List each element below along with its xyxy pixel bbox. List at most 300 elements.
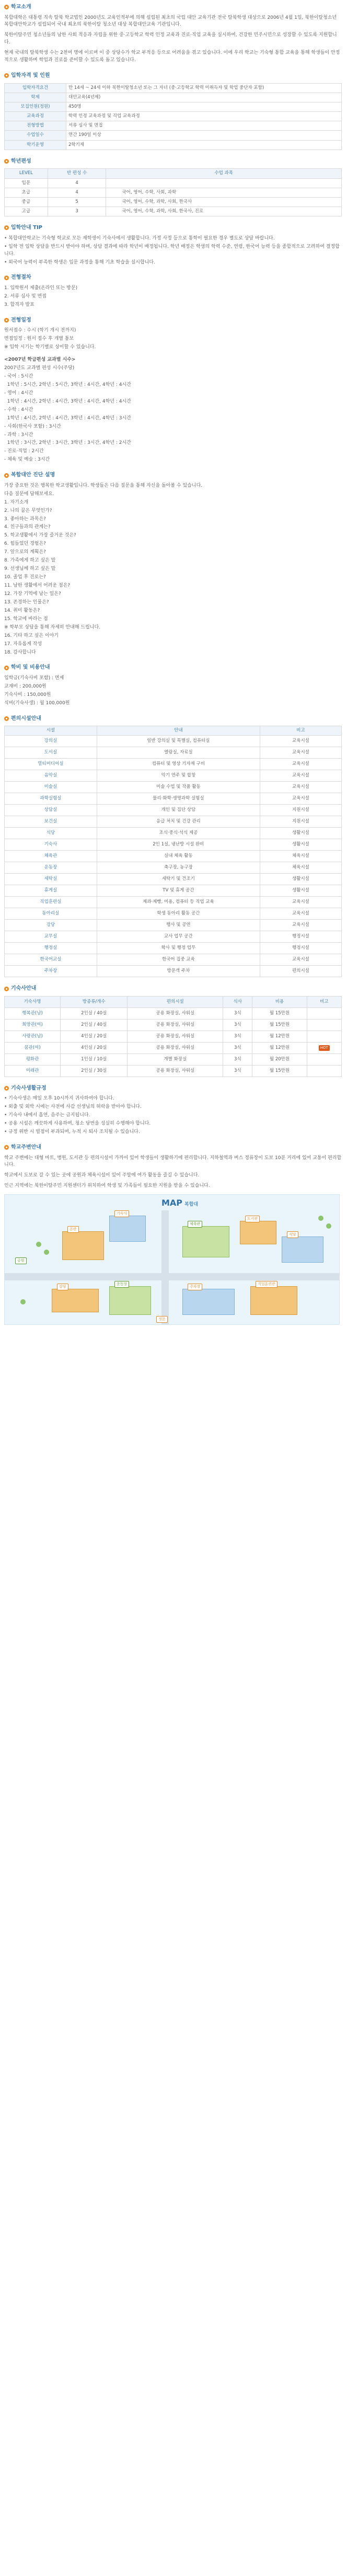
map-building [109, 1286, 151, 1315]
facility-name: 강의실 [5, 736, 97, 747]
facility-type: 체육시설 [260, 851, 341, 862]
dorm-cost: 월 15만원 [252, 1065, 307, 1077]
facility-type: 생활시설 [260, 885, 341, 897]
map-tree [318, 1216, 323, 1221]
map-tree [44, 1250, 49, 1255]
info-value: 만 14세 ~ 24세 이하 북한이탈청소년 또는 그 자녀 (중·고등학교 학력 미취득자 및 학업 중단자 포함) [66, 83, 342, 93]
fees-line: 입학금(기숙사비 포함) : 면제 [4, 675, 64, 681]
facility-type: 교육시설 [260, 908, 341, 920]
curriculum-line: - 국어 : 5시간 [4, 373, 33, 379]
table-row [5, 770, 342, 782]
faq-line: 1. 자기소개 [4, 499, 29, 505]
process-list [4, 285, 342, 309]
faq-line: 8. 가족에게 하고 싶은 말 [4, 558, 56, 564]
subjects-cell: 국어, 영어, 수학, 사회, 과학 [106, 188, 342, 197]
table-row [5, 188, 342, 197]
faq-line: 12. 가장 기억에 남는 일은? [4, 591, 61, 597]
dorm-facilities: 개별 화장실 [128, 1054, 223, 1065]
dorm-name: 평화관 [5, 1054, 61, 1065]
table-row [5, 1007, 342, 1019]
section-title: 학년편성 [4, 157, 342, 166]
section-process [4, 273, 342, 308]
section-title: 복합대안 진단 설명 [4, 471, 342, 479]
bullet-icon [4, 473, 9, 478]
info-key: 모집인원(정원) [5, 102, 66, 111]
map-label: 강당 [57, 1284, 68, 1290]
map-label: 운동장 [114, 1281, 129, 1288]
facility-type: 교육시설 [260, 759, 341, 770]
table-row [5, 851, 342, 862]
fees-line: 교재비 : 200,000원 [4, 683, 47, 689]
table-row [5, 943, 342, 954]
schedule-list [4, 327, 342, 351]
table-row [5, 131, 342, 140]
map-road [161, 1210, 169, 1325]
bullet-icon [4, 987, 9, 991]
faq-line: 7. 앞으로의 계획은? [4, 549, 46, 555]
dorm-cost: 월 20만원 [252, 1054, 307, 1065]
curriculum-line: - 진로·직업 : 2시간 [4, 449, 44, 454]
info-value: 450명 [66, 102, 342, 111]
tip-line: • 입학 전 입학 상담을 반드시 받아야 하며, 상담 결과에 따라 학년이 배정됩니다. 학년 배정은 학생의 학력 수준, 연령, 한국어 능력 등을 종합적으로 고려하여 결정합니다. [4, 244, 340, 257]
intro-para: 복합대학은 대통령 직속 탈북 학교법인 2000년도 교육인적부에 의해 설립된 최초의 국립 대안 교육기관 전국 탈북학생 대상으로 2006년 4월 1일, 북한이탈청소년 복합대안학교가 설립되어 국내 최초의 북한이탈 청소년 대상 복합대안교육 기관입니다. [4, 15, 337, 28]
table-row [5, 736, 342, 747]
info-key: 입학자격요건 [5, 83, 66, 93]
facility-name: 세탁실 [5, 874, 97, 885]
facility-desc: 열람실, 자료실 [97, 747, 260, 759]
curriculum-title: <2007년 학급편성 교과별 시수> [4, 357, 76, 363]
table-row [5, 1065, 342, 1077]
rule-line: • 규정 위반 시 벌점이 부과되며, 누적 시 퇴사 조치될 수 있습니다. [4, 1129, 140, 1135]
table-row [5, 897, 342, 908]
curriculum-line: 1학년 : 4시간, 2학년 : 4시간, 3학년 : 4시간, 4학년 : 3시간 [4, 415, 131, 421]
info-key: 교육과정 [5, 112, 66, 121]
bullet-icon [4, 1145, 9, 1150]
dorm-cost: 월 15만원 [252, 1019, 307, 1031]
bullet-icon [4, 716, 9, 721]
hot-badge: HOT [319, 1045, 330, 1051]
dorm-name: 행복관(남) [5, 1007, 61, 1019]
map-building [282, 1237, 323, 1263]
column-header: LEVEL [5, 169, 48, 178]
facility-type: 생활시설 [260, 839, 341, 851]
table-row [5, 874, 342, 885]
facility-name: 휴게실 [5, 885, 97, 897]
table-row [5, 816, 342, 828]
dorm-facilities: 공용 화장실, 샤워실 [128, 1042, 223, 1054]
facility-desc: 2인 1실, 냉난방 시설 완비 [97, 839, 260, 851]
map-building [182, 1289, 235, 1315]
dorm-meals: 3식 [223, 1031, 252, 1042]
curriculum-list [4, 365, 342, 464]
facility-name: 식당 [5, 828, 97, 839]
facility-type: 교육시설 [260, 897, 341, 908]
dorm-rooms: 2인실 / 30실 [61, 1065, 128, 1077]
fees-list [4, 675, 342, 707]
table-row [5, 207, 342, 216]
table-row [5, 102, 342, 111]
class-count-cell: 5 [48, 197, 106, 207]
facility-name: 강당 [5, 920, 97, 931]
map-label: 도서관 [245, 1216, 260, 1222]
dorm-facilities: 공용 화장실, 샤워실 [128, 1019, 223, 1031]
facility-desc: 실내 체육 활동 [97, 851, 260, 862]
dorm-name: 미래관 [5, 1065, 61, 1077]
info-table [4, 83, 342, 150]
facility-desc: 축구장, 농구장 [97, 862, 260, 874]
rule-line: • 기숙사생은 매일 오후 10시까지 귀사하여야 합니다. [4, 1096, 114, 1102]
process-line: 1. 입학원서 제출(온라인 또는 방문) [4, 285, 78, 291]
bullet-icon [4, 276, 9, 280]
section-tip [4, 224, 342, 266]
intro-para: 북한이탈주민 청소년들의 남한 사회 적응과 자립을 위한 중·고등학교 학력 인정 교육과 진로·직업 교육을 실시하여, 건강한 민주시민으로 성장할 수 있도록 지원합니다. [4, 32, 337, 45]
section-fees [4, 663, 342, 707]
levels-table [4, 168, 342, 216]
dorm-cost: 월 15만원 [252, 1007, 307, 1019]
facility-name: 기숙사 [5, 839, 97, 851]
column-header: 시설 [5, 726, 97, 736]
info-value: 학력 인정 교육과정 및 직업 교육과정 [66, 112, 342, 121]
map-building [182, 1226, 229, 1257]
faq-list [4, 483, 342, 657]
level-cell: 고급 [5, 207, 48, 216]
table-row [5, 885, 342, 897]
process-line: 3. 합격자 발표 [4, 302, 34, 307]
map-label: 직업훈련관 [256, 1281, 277, 1288]
facility-type: 행정시설 [260, 931, 341, 943]
dorm-facilities: 공용 화장실, 샤워실 [128, 1065, 223, 1077]
table-row [5, 920, 342, 931]
bullet-icon [4, 666, 9, 670]
faq-line: 16. 기타 하고 싶은 이야기 [4, 633, 59, 638]
facility-name: 도서실 [5, 747, 97, 759]
table-row [5, 112, 342, 121]
facility-desc: 일반 강의실 및 특별실, 컴퓨터실 [97, 736, 260, 747]
facility-desc: 미술 수업 및 작품 활동 [97, 782, 260, 793]
subjects-cell: 국어, 영어, 수학, 과학, 사회, 한국사 [106, 197, 342, 207]
section-title: 학비 및 비용안내 [4, 663, 342, 672]
facility-type: 체육시설 [260, 862, 341, 874]
info-value: 서류 심사 및 면접 [66, 121, 342, 131]
fees-line: 기숙사비 : 150,000원 [4, 692, 51, 697]
info-value: 대안교육(4년제) [66, 93, 342, 102]
curriculum-line: 1학년 : 5시간, 2학년 : 5시간, 3학년 : 4시간, 4학년 : 4시간 [4, 382, 131, 387]
column-header: 비고 [260, 726, 341, 736]
dorm-facilities: 공용 화장실, 샤워실 [128, 1007, 223, 1019]
faq-line: 다음 질문에 답해보세요. [4, 491, 54, 497]
map-label: 정문 [156, 1316, 168, 1323]
facility-desc: 한국어 집중 교육 [97, 954, 260, 966]
facility-name: 행정실 [5, 943, 97, 954]
map-building [240, 1221, 276, 1244]
faq-line: 18. 감사합니다 [4, 649, 36, 655]
section-title: 전형절차 [4, 273, 342, 282]
faq-line: 11. 남한 생활에서 어려운 점은? [4, 583, 71, 588]
section-intro [4, 3, 342, 64]
level-cell: 중급 [5, 197, 48, 207]
class-count-cell: 4 [48, 188, 106, 197]
dorm-name: 희망관(여) [5, 1019, 61, 1031]
campus-para: 학교 주변에는 대형 마트, 병원, 도서관 등 편의시설이 가까이 있어 학생들이 생활하기에 편리합니다. 지하철역과 버스 정류장이 도보 10분 거리에 있어 교통이 편리합니다. [4, 1155, 342, 1168]
class-count-cell: 4 [48, 178, 106, 188]
curriculum-line: 1학년 : 3시간, 2학년 : 3시간, 3학년 : 3시간, 4학년 : 2시간 [4, 440, 131, 446]
facility-type: 교육시설 [260, 793, 341, 805]
section-info [4, 72, 342, 150]
column-header: 비고 [307, 996, 341, 1007]
facility-desc: 학사 및 행정 업무 [97, 943, 260, 954]
section-title: 기숙사안내 [4, 984, 342, 993]
column-header: 편의시설 [128, 996, 223, 1007]
map-tree [326, 1223, 331, 1229]
facility-name: 동아리실 [5, 908, 97, 920]
campus-map [4, 1194, 340, 1325]
fees-line: 식비(기숙사생) : 월 100,000원 [4, 700, 70, 706]
map-label: 식당 [287, 1231, 298, 1238]
table-row [5, 954, 342, 966]
dorm-cost: 월 12만원 [252, 1031, 307, 1042]
section-schedule [4, 316, 342, 464]
faq-line: 5. 학교생활에서 가장 즐거운 것은? [4, 533, 76, 539]
campus-para: 인근 지역에는 북한이탈주민 지원센터가 위치하여 학생 및 가족들이 필요한 지원을 받을 수 있습니다. [4, 1183, 210, 1189]
section-facilities [4, 715, 342, 978]
dorm-meals: 3식 [223, 1019, 252, 1031]
dorm-rooms: 1인실 / 10실 [61, 1054, 128, 1065]
info-key: 학기운영 [5, 140, 66, 150]
facility-desc: 제과·제빵, 미용, 컴퓨터 등 직업 교육 [97, 897, 260, 908]
dorm-name: 사랑관(남) [5, 1031, 61, 1042]
facility-desc: 행사 및 공연 [97, 920, 260, 931]
map-title: MAP 복합대 [161, 1198, 199, 1208]
column-header: 안내 [97, 726, 260, 736]
facility-name: 한국어교실 [5, 954, 97, 966]
faq-line: 17. 자유롭게 작성 [4, 641, 42, 647]
facility-desc: 악기 연주 및 합창 [97, 770, 260, 782]
faq-line: 14. 취미 활동은? [4, 608, 40, 613]
facility-desc: 교사 업무 공간 [97, 931, 260, 943]
facilities-table [4, 726, 342, 977]
table-row [5, 793, 342, 805]
facility-type: 교육시설 [260, 770, 341, 782]
level-cell: 입문 [5, 178, 48, 188]
dorm-note [307, 1007, 341, 1019]
facility-type: 편의시설 [260, 966, 341, 977]
bullet-icon [4, 5, 9, 9]
faq-line: 가장 중요한 것은 행복한 학교생활입니다. 학생들은 다음 질문을 통해 자신을 돌아볼 수 있습니다. [4, 483, 203, 488]
dorm-rooms: 2인실 / 40실 [61, 1007, 128, 1019]
table-row [5, 93, 342, 102]
table-row [5, 1031, 342, 1042]
dorm-note [307, 1031, 341, 1042]
process-line: 2. 서류 심사 및 면접 [4, 293, 47, 299]
section-campus [4, 1143, 342, 1325]
table-row [5, 1054, 342, 1065]
facility-type: 교육시설 [260, 920, 341, 931]
facility-name: 음악실 [5, 770, 97, 782]
rule-line: • 기숙사 내에서 흡연, 음주는 금지됩니다. [4, 1113, 90, 1118]
rule-line: • 공용 시설은 깨끗하게 사용하며, 청소 당번을 성실히 수행해야 합니다. [4, 1121, 151, 1127]
section-faq [4, 471, 342, 656]
table-row [5, 782, 342, 793]
map-label: 공원 [15, 1257, 27, 1264]
facility-desc: 세탁기 및 건조기 [97, 874, 260, 885]
dorm-meals: 3식 [223, 1065, 252, 1077]
map-building [250, 1286, 297, 1315]
column-header: 비용 [252, 996, 307, 1007]
tip-line: • 복합대안학교는 기숙형 학교로 모든 재학생이 기숙사에서 생활합니다. 가정 사정 등으로 통학이 필요한 경우 별도로 상담 바랍니다. [4, 235, 275, 241]
faq-line: 4. 친구들과의 관계는? [4, 524, 51, 530]
faq-line: 13. 존경하는 인물은? [4, 599, 49, 605]
dorm-rooms: 4인실 / 20실 [61, 1042, 128, 1054]
bullet-icon [4, 225, 9, 230]
info-value: 연간 190일 이상 [66, 131, 342, 140]
curriculum-line: - 과학 : 3시간 [4, 432, 33, 438]
column-header: 반 편성 수 [48, 169, 106, 178]
facility-desc: 조식·중식·석식 제공 [97, 828, 260, 839]
rules-list [4, 1095, 342, 1136]
facility-name: 체육관 [5, 851, 97, 862]
facility-name: 과학실험실 [5, 793, 97, 805]
dorm-name: 꿈관(여) [5, 1042, 61, 1054]
section-dorms [4, 984, 342, 1077]
map-label: 체육관 [188, 1221, 202, 1228]
dorm-note [307, 1019, 341, 1031]
table-row [5, 178, 342, 188]
map-building [52, 1289, 99, 1312]
tip-line: • 외국어 능력이 부족한 학생은 입문 과정을 통해 기초 학습을 실시합니다. [4, 259, 155, 265]
table-row [5, 121, 342, 131]
column-header: 기숙사명 [5, 996, 61, 1007]
facility-type: 행정시설 [260, 943, 341, 954]
schedule-line: 원서접수 : 수시 (학기 개시 전까지) [4, 328, 76, 334]
section-title: 학교주변안내 [4, 1143, 342, 1152]
schedule-line: 면접일정 : 원서 접수 후 개별 통보 [4, 336, 74, 342]
map-label: 주차장 [188, 1284, 202, 1290]
bullet-icon [4, 1086, 9, 1091]
table-row [5, 83, 342, 93]
section-title: 입학자격 및 인원 [4, 72, 342, 80]
section-title: 편의시설안내 [4, 715, 342, 723]
schedule-line: ※ 입학 시기는 학기별로 상이할 수 있습니다. [4, 345, 96, 350]
facility-name: 미술실 [5, 782, 97, 793]
map-tree [36, 1242, 41, 1247]
dorm-table [4, 996, 342, 1077]
faq-line: 6. 힘들었던 경험은? [4, 541, 46, 547]
faq-line: 15. 학교에 바라는 점 [4, 616, 48, 622]
facility-name: 멀티미디어실 [5, 759, 97, 770]
curriculum-line: 2007년도 교과별 편성 시수(주당) [4, 365, 75, 371]
dorm-cost: 월 12만원 [252, 1042, 307, 1054]
subjects-cell [106, 178, 342, 188]
facility-type: 교육시설 [260, 736, 341, 747]
facility-name: 운동장 [5, 862, 97, 874]
faq-line: ※ 학부모 상담을 통해 자세히 안내해 드립니다. [4, 624, 101, 630]
table-row [5, 805, 342, 816]
facility-desc: 개인 및 집단 상담 [97, 805, 260, 816]
faq-line: 2. 나의 꿈은 무엇인가? [4, 508, 52, 513]
table-row [5, 1042, 342, 1054]
bullet-icon [4, 318, 9, 323]
bullet-icon [4, 159, 9, 164]
facility-name: 직업훈련실 [5, 897, 97, 908]
dorm-note [307, 1042, 341, 1054]
facility-name: 보건실 [5, 816, 97, 828]
column-header: 방종류/개수 [61, 996, 128, 1007]
facility-desc: TV 및 휴게 공간 [97, 885, 260, 897]
map-road [5, 1273, 340, 1280]
facility-desc: 학생 동아리 활동 공간 [97, 908, 260, 920]
table-row [5, 747, 342, 759]
facility-type: 생활시설 [260, 828, 341, 839]
dorm-note [307, 1065, 341, 1077]
table-row [5, 839, 342, 851]
table-row [5, 966, 342, 977]
faq-line: 9. 선생님께 하고 싶은 말 [4, 566, 56, 572]
info-value: 2학기제 [66, 140, 342, 150]
class-count-cell: 3 [48, 207, 106, 216]
curriculum-line: - 사회(한국사 포함) : 3시간 [4, 423, 61, 429]
faq-line: 10. 졸업 후 진로는? [4, 575, 46, 580]
info-key: 전형방법 [5, 121, 66, 131]
bullet-icon [4, 73, 9, 78]
facility-desc: 컴퓨터 및 영상 기자재 구비 [97, 759, 260, 770]
facility-desc: 응급 처치 및 건강 관리 [97, 816, 260, 828]
dorm-meals: 3식 [223, 1054, 252, 1065]
dorm-meals: 3식 [223, 1007, 252, 1019]
facility-name: 교무실 [5, 931, 97, 943]
facility-type: 교육시설 [260, 954, 341, 966]
facility-desc: 방문객 주차 [97, 966, 260, 977]
faq-line: 3. 좋아하는 과목은? [4, 516, 46, 522]
info-key: 수업일수 [5, 131, 66, 140]
map-building [109, 1216, 146, 1242]
section-title: 전형일정 [4, 316, 342, 325]
dorm-facilities: 공용 화장실, 샤워실 [128, 1031, 223, 1042]
level-cell: 초급 [5, 188, 48, 197]
curriculum-line: - 수학 : 4시간 [4, 407, 33, 413]
facility-type: 교육시설 [260, 782, 341, 793]
column-header: 수업 과목 [106, 169, 342, 178]
campus-para: 학교에서 도보로 갈 수 있는 곳에 공원과 체육시설이 있어 주말에 여가 활동을 즐길 수 있습니다. [4, 1173, 200, 1178]
table-row [5, 197, 342, 207]
table-row [5, 862, 342, 874]
table-row [5, 140, 342, 150]
facility-type: 지원시설 [260, 816, 341, 828]
section-title: 입학안내 TIP [4, 224, 342, 232]
rule-line: • 외출 및 외박 시에는 사전에 사감 선생님의 허락을 받아야 합니다. [4, 1104, 142, 1110]
map-building [62, 1231, 104, 1260]
dorm-rooms: 2인실 / 40실 [61, 1019, 128, 1031]
table-header-row [5, 169, 342, 178]
section-title: 학교소개 [4, 3, 342, 12]
facility-type: 교육시설 [260, 747, 341, 759]
table-header-row [5, 996, 342, 1007]
curriculum-line: - 영어 : 4시간 [4, 390, 33, 396]
map-tree [20, 1299, 26, 1304]
dorm-note [307, 1054, 341, 1065]
map-label: 기숙사 [114, 1210, 129, 1217]
table-row [5, 828, 342, 839]
table-row [5, 1019, 342, 1031]
facility-type: 지원시설 [260, 805, 341, 816]
dorm-rooms: 4인실 / 20실 [61, 1031, 128, 1042]
intro-para: 현재 국내의 탈북학생 수는 2천여 명에 이르며 이 중 상당수가 학교 부적응 등으로 어려움을 겪고 있습니다. 이에 우리 학교는 기숙형 통합 교육을 통해 학생들이 안정적으로 생활하며 학업과 진로를 준비할 수 있도록 돕고 있습니다. [4, 50, 340, 63]
table-row [5, 908, 342, 920]
table-row [5, 931, 342, 943]
facility-type: 생활시설 [260, 874, 341, 885]
column-header: 식사 [223, 996, 252, 1007]
info-key: 학제 [5, 93, 66, 102]
facility-name: 주차장 [5, 966, 97, 977]
